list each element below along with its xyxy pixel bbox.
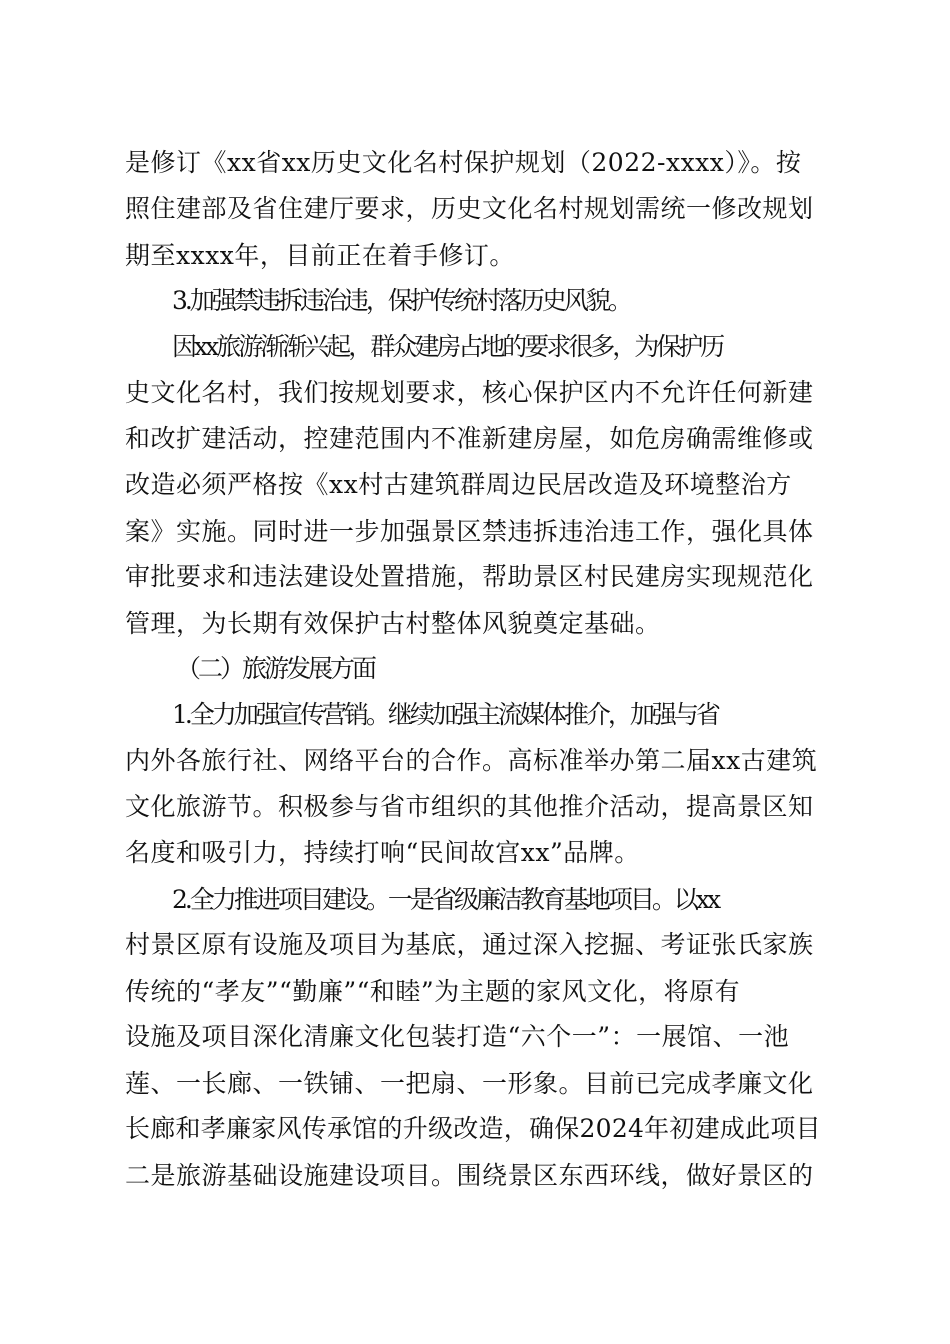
- text-line: 是修订《xx省xx历史文化名村保护规划（2022-xxxx）》。按: [125, 148, 802, 177]
- text-line: 传统的“孝友”“勤廉”“和睦”为主题的家风文化，将原有: [125, 977, 741, 1006]
- text-line: 2.全力推进项目建设。一是省级廉洁教育基地项目。以xx: [172, 885, 719, 914]
- text-line: 案》实施。同时进一步加强景区禁违拆违治违工作，强化具体: [125, 517, 814, 546]
- text-line: 照住建部及省住建厅要求，历史文化名村规划需统一修改规划: [125, 194, 814, 223]
- text-line: 审批要求和违法建设处置措施，帮助景区村民建房实现规范化: [125, 562, 814, 591]
- text-line: 长廊和孝廉家风传承馆的升级改造，确保2024年初建成此项目: [125, 1114, 821, 1143]
- text-line: 史文化名村，我们按规划要求，核心保护区内不允许任何新建: [125, 378, 814, 407]
- text-line: 改造必须严格按《xx村古建筑群周边民居改造及环境整治方: [125, 470, 792, 499]
- text-line: 和改扩建活动，控建范围内不准新建房屋，如危房确需维修或: [125, 424, 814, 453]
- text-line: 名度和吸引力，持续打响“民间故宫xx”品牌。: [125, 838, 640, 867]
- text-line: 管理，为长期有效保护古村整体风貌奠定基础。: [125, 609, 661, 638]
- text-line: 内外各旅行社、网络平台的合作。高标准举办第二届xx古建筑: [125, 746, 818, 775]
- text-line: 莲、一长廊、一铁铺、一把扇、一形象。目前已完成孝廉文化: [125, 1069, 814, 1098]
- section-heading: （二）旅游发展方面: [176, 654, 375, 683]
- text-line: 期至xxxx年，目前正在着手修订。: [125, 241, 515, 270]
- text-line: 因xx旅游渐渐兴起，群众建房占地的要求很多，为保护历: [172, 332, 723, 361]
- text-line: 文化旅游节。积极参与省市组织的其他推介活动，提高景区知: [125, 792, 814, 821]
- text-line: 村景区原有设施及项目为基底，通过深入挖掘、考证张氏家族: [125, 930, 814, 959]
- text-line: 1.全力加强宣传营销。继续加强主流媒体推介，加强与省: [172, 700, 718, 729]
- text-line: 设施及项目深化清廉文化包装打造“六个一”：一展馆、一池: [125, 1022, 790, 1051]
- section-heading: 3.加强禁违拆违治违，保护传统村落历史风貌。: [172, 286, 630, 315]
- text-line: 二是旅游基础设施建设项目。围绕景区东西环线，做好景区的: [125, 1161, 814, 1190]
